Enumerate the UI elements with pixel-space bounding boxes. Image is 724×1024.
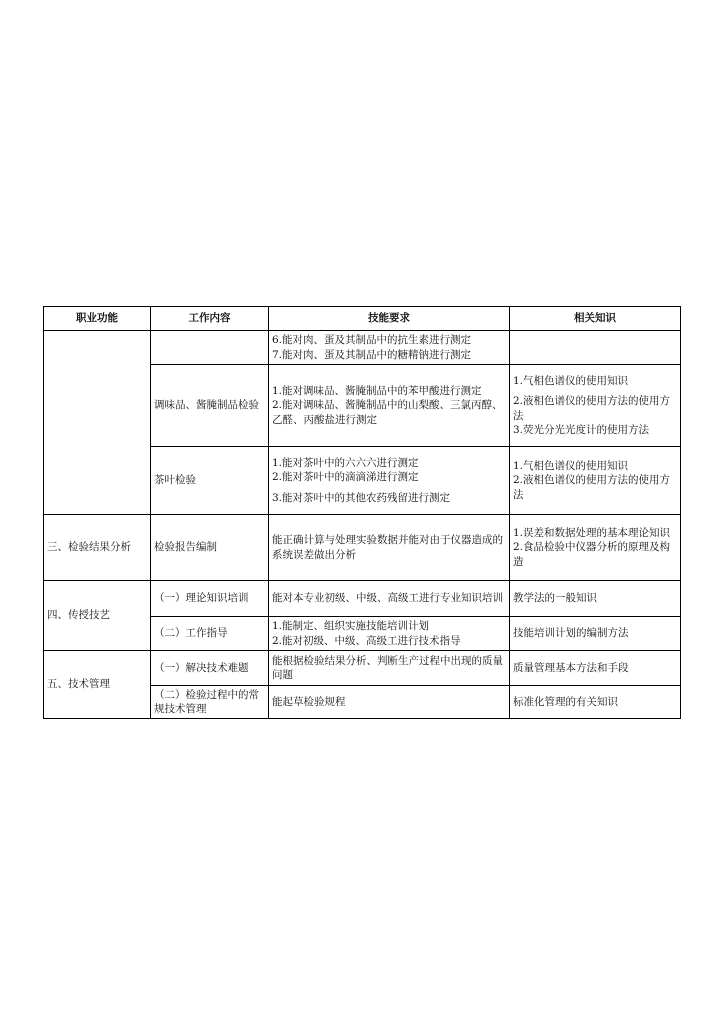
skills-cell [269, 581, 510, 617]
skill-line: 2.能对初级、中级、高级工进行技术指导 [272, 634, 461, 647]
function-cell-empty [44, 331, 151, 515]
skills-cell [269, 447, 510, 515]
knowledge-line: 2.食品检验中仪器分析的原理及构造 [513, 541, 671, 568]
function-cell: 五、技术管理 [44, 651, 151, 719]
skills-cell [269, 331, 510, 365]
knowledge-cell [510, 331, 681, 365]
knowledge-line: 标准化管理的有关知识 [513, 695, 618, 708]
knowledge-line: 1.气相色谱仪的使用知识 [513, 460, 629, 473]
knowledge-line: 技能培训计划的编制方法 [513, 627, 629, 640]
skill-line: 7.能对肉、蛋及其制品中的糖精钠进行测定 [272, 348, 472, 361]
knowledge-line: 1.误差和数据处理的基本理论知识 [513, 527, 671, 540]
skill-line: 3.能对茶叶中的其他农药残留进行测定 [272, 491, 451, 504]
knowledge-cell [510, 365, 681, 447]
knowledge-line: 质量管理基本方法和手段 [513, 661, 629, 674]
content-cell: （一）解决技术难题 [151, 651, 269, 686]
knowledge-line: 1.气相色谱仪的使用知识 [513, 375, 629, 388]
content-cell [151, 331, 269, 365]
knowledge-line: 2.液相色谱仪的使用方法的使用方法 [513, 395, 671, 422]
knowledge-cell [510, 515, 681, 581]
header-row [44, 307, 681, 331]
skill-line: 能对本专业初级、中级、高级工进行专业知识培训 [272, 592, 503, 605]
table-row [44, 651, 681, 686]
skills-cell [269, 651, 510, 686]
content-cell: 检验报告编制 [151, 515, 269, 581]
header-knowledge: 相关知识 [510, 307, 681, 331]
skill-line: 2.能对调味品、酱腌制品中的山梨酸、三氯丙醇、乙醛、丙酸盐进行测定 [272, 399, 503, 426]
knowledge-line: 2.液相色谱仪的使用方法的使用方法 [513, 474, 671, 501]
skills-cell [269, 365, 510, 447]
content-cell: （一）理论知识培训 [151, 581, 269, 617]
skill-line: 1.能对茶叶中的六六六进行测定 [272, 457, 419, 470]
skill-line: 能起草检验规程 [272, 695, 346, 708]
skill-line: 能正确计算与处理实验数据并能对由于仪器造成的系统误差做出分析 [272, 534, 503, 561]
header-content: 工作内容 [151, 307, 269, 331]
skill-line: 1.能制定、组织实施技能培训计划 [272, 620, 430, 633]
skills-table [43, 306, 681, 719]
skills-cell [269, 515, 510, 581]
knowledge-line: 3.荧光分光光度计的使用方法 [513, 423, 650, 436]
knowledge-cell [510, 447, 681, 515]
header-function: 职业功能 [44, 307, 151, 331]
skill-line: 能根据检验结果分析、判断生产过程中出现的质量问题 [272, 654, 503, 681]
content-cell: 调味品、酱腌制品检验 [151, 365, 269, 447]
knowledge-cell [510, 686, 681, 719]
knowledge-line: 教学法的一般知识 [513, 592, 597, 605]
content-cell: （二）工作指导 [151, 617, 269, 651]
knowledge-cell [510, 617, 681, 651]
table-row [44, 581, 681, 617]
table-row [44, 331, 681, 365]
skills-cell [269, 686, 510, 719]
skill-line: 6.能对肉、蛋及其制品中的抗生素进行测定 [272, 334, 472, 347]
skill-line: 2.能对茶叶中的滴滴涕进行测定 [272, 471, 419, 484]
knowledge-cell [510, 581, 681, 617]
header-skills: 技能要求 [269, 307, 510, 331]
skill-line: 1.能对调味品、酱腌制品中的苯甲酸进行测定 [272, 385, 482, 398]
function-cell: 四、传授技艺 [44, 581, 151, 651]
function-cell: 三、检验结果分析 [44, 515, 151, 581]
table-row [44, 515, 681, 581]
content-cell: 茶叶检验 [151, 447, 269, 515]
content-cell: （二）检验过程中的常规技术管理 [151, 686, 269, 719]
knowledge-cell [510, 651, 681, 686]
skills-cell [269, 617, 510, 651]
